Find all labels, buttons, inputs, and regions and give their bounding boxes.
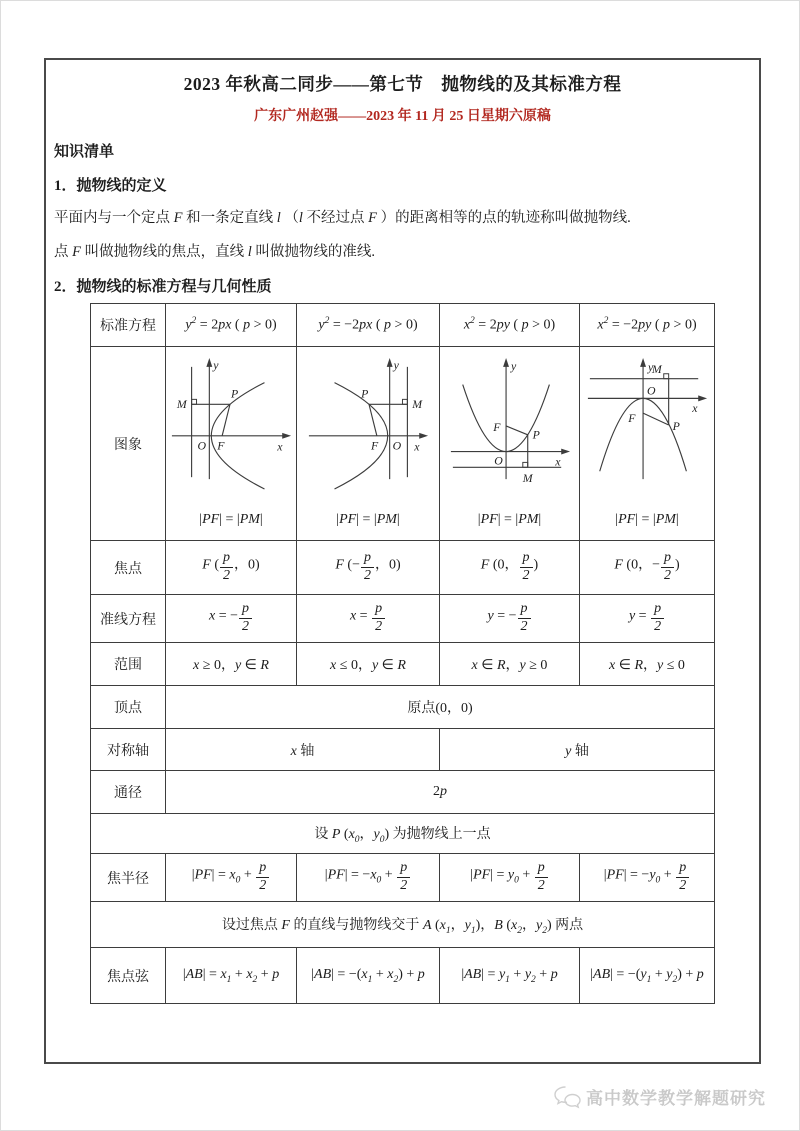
x-arrow-icon (698, 396, 707, 402)
table-row (91, 902, 715, 948)
row-label-focal-radius: 焦半径 (91, 854, 166, 902)
svg-text:y: y (393, 357, 399, 372)
graph-cell-down-opening (580, 347, 715, 541)
focal-chord-cell-4: $|AB| = -(y_1 + y_2) + p$ (580, 948, 715, 1004)
directrix-cell-4: y = $\frac{p}{2}$ (580, 595, 715, 643)
svg-text:P: P (532, 427, 540, 442)
table-row (91, 595, 715, 643)
parabola-down-diagram (582, 354, 712, 492)
svg-text:y: y (647, 359, 654, 374)
table-row (91, 304, 715, 347)
parabola-up-diagram (445, 354, 575, 492)
svg-text:O: O (392, 438, 402, 453)
range-cell-2: x ≤ 0，y ∈ R (297, 643, 440, 686)
table-row (91, 729, 715, 771)
svg-text:F: F (492, 420, 500, 435)
parabola-properties-table (90, 303, 715, 1004)
x-arrow-icon (561, 449, 570, 455)
svg-text:P: P (672, 419, 680, 434)
focus-cell-4: F (0，− $\frac{p}{2}$ ) (580, 541, 715, 595)
table-row (91, 771, 715, 814)
document-border (44, 58, 761, 1064)
segment-pf (222, 404, 230, 436)
svg-text:F: F (217, 438, 225, 453)
svg-text:x: x (277, 439, 283, 454)
focal-chord-cell-1: $|AB| = x_1 + x_2 + p$ (166, 948, 297, 1004)
focal-radius-cell-2: $|PF| = -x_0$ + $\frac{p}{2}$ (297, 854, 440, 902)
table-row (91, 347, 715, 541)
row-label-standard-equation: 标准方程 (91, 304, 166, 347)
chat-bubbles-icon (553, 1085, 581, 1109)
right-angle-mark (664, 374, 669, 379)
right-angle-mark (522, 463, 527, 468)
directrix-cell-3: y = − $\frac{p}{2}$ (440, 595, 580, 643)
heading-definition: 1．抛物线的定义 (54, 178, 167, 194)
footer-watermark (553, 1084, 766, 1109)
svg-text:x: x (554, 454, 561, 469)
svg-text:P: P (361, 386, 369, 401)
graph-cell-up-opening (440, 347, 580, 541)
row-label-range: 范围 (91, 643, 166, 686)
right-angle-mark (192, 399, 197, 404)
table-row (91, 686, 715, 729)
section-knowledge-list: 知识清单 (54, 144, 115, 160)
heading-standard-equations: 2．抛物线的标准方程与几何性质 (54, 279, 272, 296)
focal-radius-cell-1: $|PF| = x_0$ + $\frac{p}{2}$ (166, 854, 297, 902)
focal-radius-cell-4: $|PF| = -y_0$ + $\frac{p}{2}$ (580, 854, 715, 902)
y-arrow-icon (206, 358, 212, 367)
parabola-right-diagram (166, 354, 296, 492)
table-row (91, 854, 715, 902)
point-on-parabola-header: 设 P ($x_0$，$y_0$) 为抛物线上一点 (91, 814, 715, 854)
row-label-focal-chord: 焦点弦 (91, 948, 166, 1004)
svg-text:y: y (510, 358, 516, 373)
std-eq-cell-2: $y^2 = -2px$ ( p > 0) (297, 304, 440, 347)
definition-paragraph: 平面内与一个定点 F 和一条定直线 l （l 不经过点 F ）的距离相等的点的轨迹称叫做抛物线. (54, 210, 631, 226)
pf-pm-equality: |PF| = |PM| (336, 512, 400, 528)
segment-pf (369, 404, 377, 436)
pf-pm-equality: |PF| = |PM| (615, 512, 679, 528)
svg-text:x: x (692, 401, 698, 416)
svg-text:M: M (176, 397, 187, 412)
page-title: 2023 年秋高二同步——第七节 抛物线的及其标准方程 (183, 74, 622, 94)
row-label-directrix: 准线方程 (91, 595, 166, 643)
axis-y-cell: y 轴 (440, 729, 715, 771)
svg-text:M: M (651, 361, 662, 376)
std-eq-cell-1: $y^2 = 2px$ ( p > 0) (166, 304, 297, 347)
row-label-latus-rectum: 通径 (91, 771, 166, 814)
parabola-left-diagram (303, 354, 433, 492)
x-arrow-icon (282, 433, 291, 439)
row-label-focus: 焦点 (91, 541, 166, 595)
focal-radius-cell-3: $|PF| = y_0$ + $\frac{p}{2}$ (440, 854, 580, 902)
directrix-cell-2: x = $\frac{p}{2}$ (297, 595, 440, 643)
row-label-axis: 对称轴 (91, 729, 166, 771)
segment-fp (643, 413, 669, 425)
y-arrow-icon (640, 358, 646, 367)
graph-cell-right-opening (166, 347, 297, 541)
range-cell-4: x ∈ R，y ≤ 0 (580, 643, 715, 686)
focus-cell-1: F ( $\frac{p}{2}$ ，0) (166, 541, 297, 595)
axis-x-cell: x 轴 (166, 729, 440, 771)
std-eq-cell-3: $x^2 = 2py$ ( p > 0) (440, 304, 580, 347)
vertex-value-cell: 原点(0，0) (166, 686, 715, 729)
segment-fp (506, 426, 528, 435)
range-cell-1: x ≥ 0，y ∈ R (166, 643, 297, 686)
table-row (91, 948, 715, 1004)
latus-rectum-cell: 2p (166, 771, 715, 814)
focal-chord-cell-3: $|AB| = y_1 + y_2 + p$ (440, 948, 580, 1004)
y-arrow-icon (387, 358, 393, 367)
svg-text:M: M (412, 397, 423, 412)
svg-text:M: M (522, 471, 533, 486)
svg-text:F: F (370, 438, 379, 453)
author-date-line: 广东广州赵强——2023 年 11 月 25 日星期六原稿 (254, 109, 551, 124)
svg-text:y: y (213, 357, 219, 372)
focus-directrix-paragraph: 点 F 叫做抛物线的焦点，直线 l 叫做抛物线的准线. (54, 243, 376, 260)
svg-text:O: O (493, 453, 503, 468)
range-cell-3: x ∈ R，y ≥ 0 (440, 643, 580, 686)
svg-text:x: x (414, 439, 420, 454)
svg-text:P: P (231, 386, 239, 401)
row-label-vertex: 顶点 (91, 686, 166, 729)
svg-text:O: O (197, 438, 207, 453)
focal-chord-cell-2: $|AB| = -(x_1 + x_2) + p$ (297, 948, 440, 1004)
focal-chord-header: 设过焦点 F 的直线与抛物线交于 A ($x_1$，$y_1$)，B ($x_2$，$y_2$) 两点 (91, 902, 715, 948)
directrix-cell-1: x = − $\frac{p}{2}$ (166, 595, 297, 643)
std-eq-cell-4: $x^2 = -2py$ ( p > 0) (580, 304, 715, 347)
focus-cell-3: F (0， $\frac{p}{2}$ ) (440, 541, 580, 595)
pf-pm-equality: |PF| = |PM| (199, 512, 263, 528)
table-row (91, 643, 715, 686)
svg-text:F: F (628, 411, 636, 426)
watermark-text: 高中数学教学解题研究 (586, 1089, 766, 1108)
table-row (91, 814, 715, 854)
row-label-graph: 图象 (91, 347, 166, 541)
right-angle-mark (402, 399, 407, 404)
x-arrow-icon (419, 433, 428, 439)
pf-pm-equality: |PF| = |PM| (477, 512, 542, 528)
graph-cell-left-opening (297, 347, 440, 541)
focus-cell-2: F (− $\frac{p}{2}$ ，0) (297, 541, 440, 595)
y-arrow-icon (503, 358, 509, 367)
table-row (91, 541, 715, 595)
svg-text:O: O (647, 383, 656, 398)
